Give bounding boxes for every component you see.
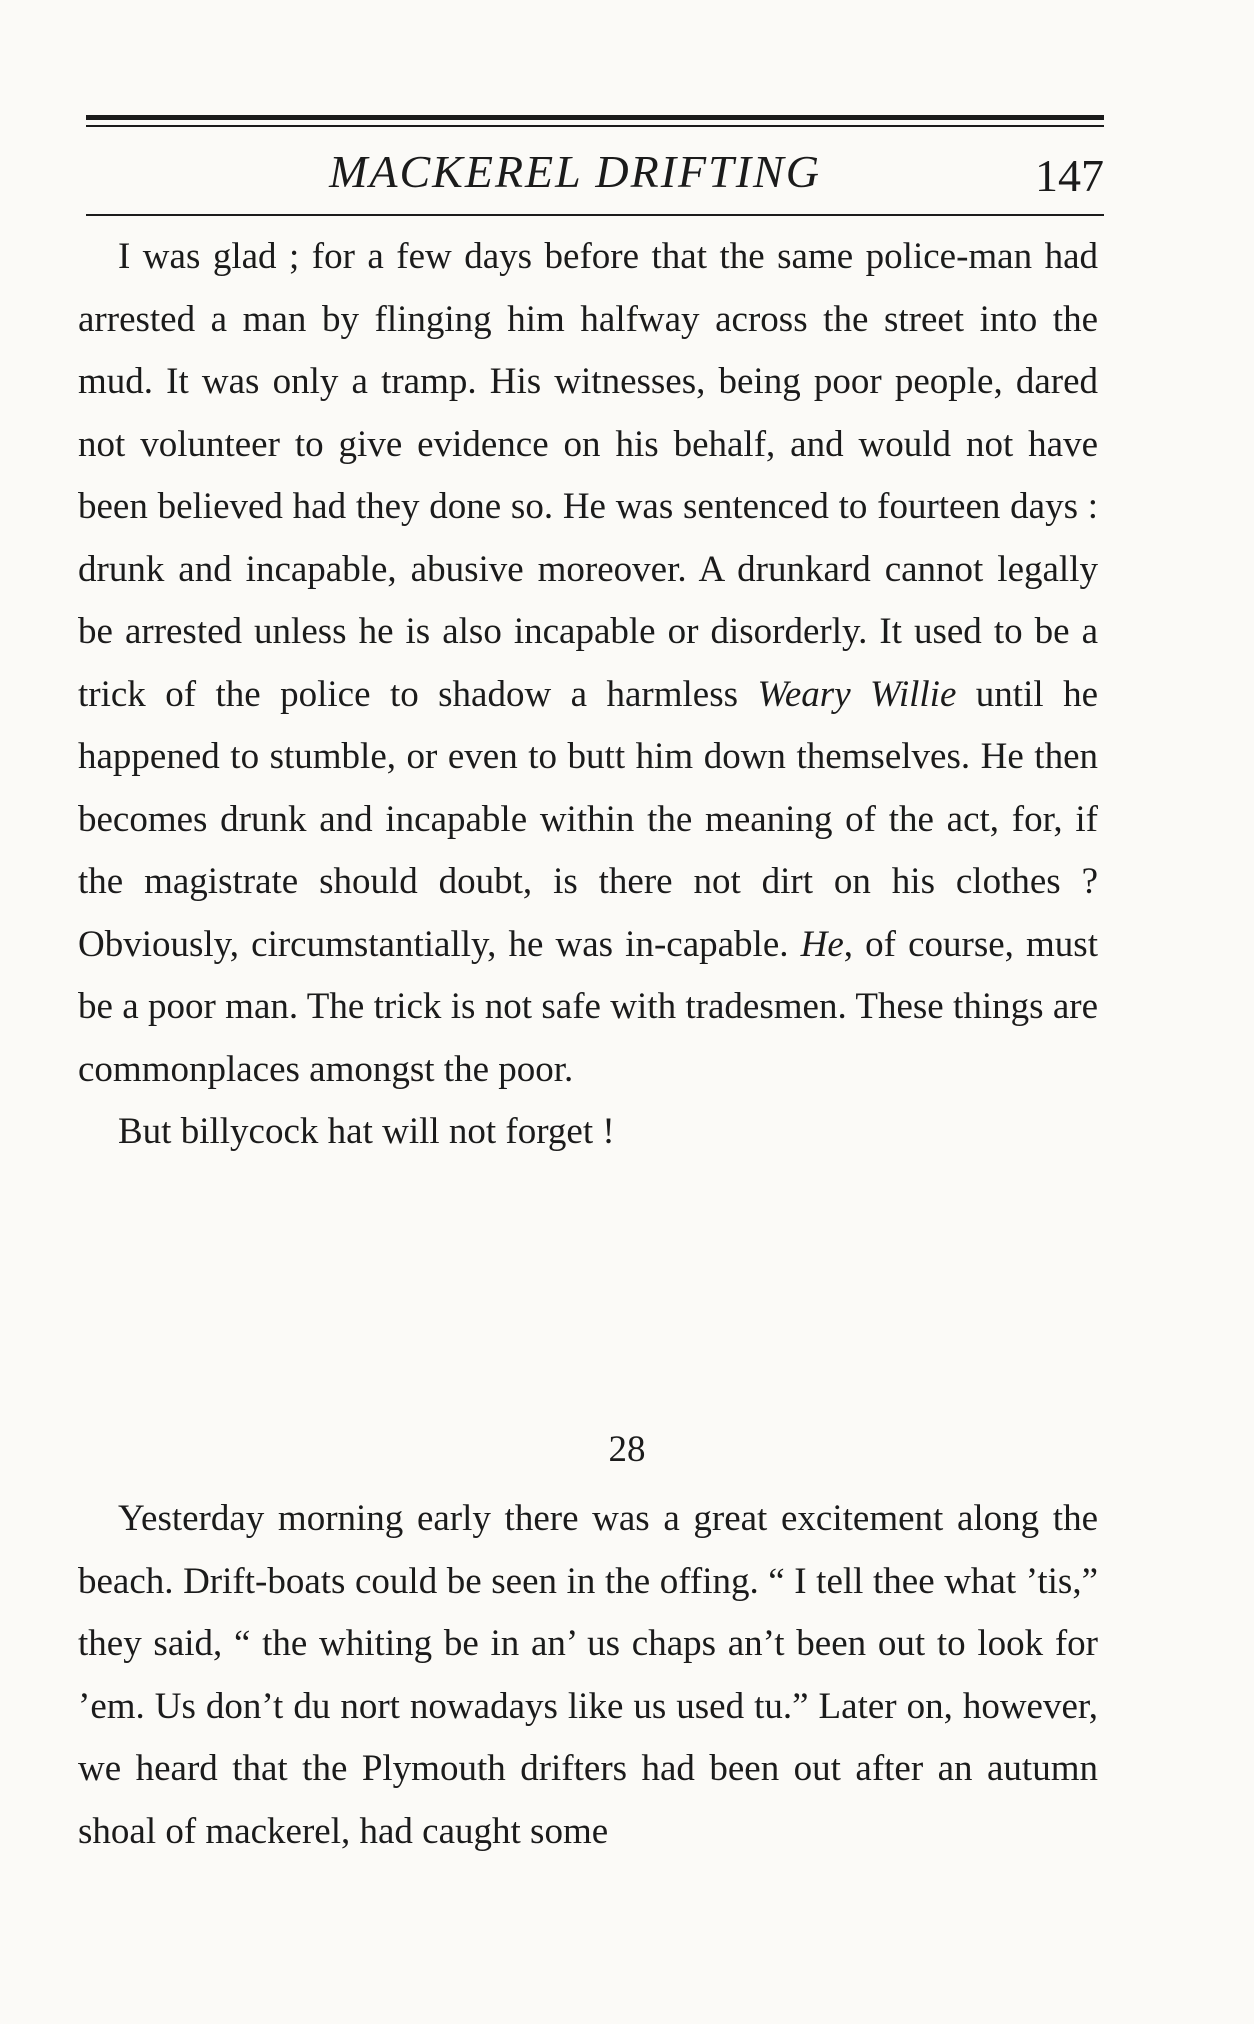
running-header [86, 142, 1104, 212]
running-title: MACKEREL DRIFTING [329, 146, 821, 197]
paragraph: But billycock hat will not forget ! [118, 1111, 615, 1152]
paragraph: Yesterday morning early there was a great excitement along the beach. Drift-boats could be seen in the offing. “ I tell thee what ’tis,” they said, “ the whiting be in an’ us chaps an’t been out to look for ’em. Us don’t du nort nowadays like us used tu.” Later on, however, we heard that the Plymouth drifters had been out after an autumn shoal of mackerel, had caught some [78, 1498, 1098, 1852]
italic-word: He [800, 923, 844, 965]
paragraph: I was glad ; for a few days before that the same police-man had arrested a man by flinging him halfway across the street into the mud. It was only a tramp. His witnesses, being poor people, dared not volunteer to give evidence on his behalf, and would not have been believed had they done so. He was sentenced to fourteen days : drunk and incapable, abusive moreover. A drunkard cannot legally be arrested unless he is also incapable or disorderly. It used to be a trick of the police to shadow a harmless Weary Willie until he happened to stumble, or even to butt him down themselves. He then becomes drunk and incapable within the meaning of the act, for, if the magistrate should doubt, is there not dirt on his clothes ? Obviously, circumstantially, he was in-capable. He, of course, must be a poor man. The trick is not safe with tradesmen. These things are commonplaces amongst the poor. [78, 236, 1098, 1090]
page-number: 147 [1035, 150, 1104, 201]
section-text [78, 1488, 1098, 1863]
italic-phrase: Weary Willie [757, 673, 957, 715]
body-text [78, 226, 1098, 1164]
header-rule-thin [86, 125, 1104, 127]
header-rule-thick [86, 115, 1104, 120]
section-number: 28 [608, 1429, 646, 1470]
header-rule-bottom [86, 214, 1104, 216]
